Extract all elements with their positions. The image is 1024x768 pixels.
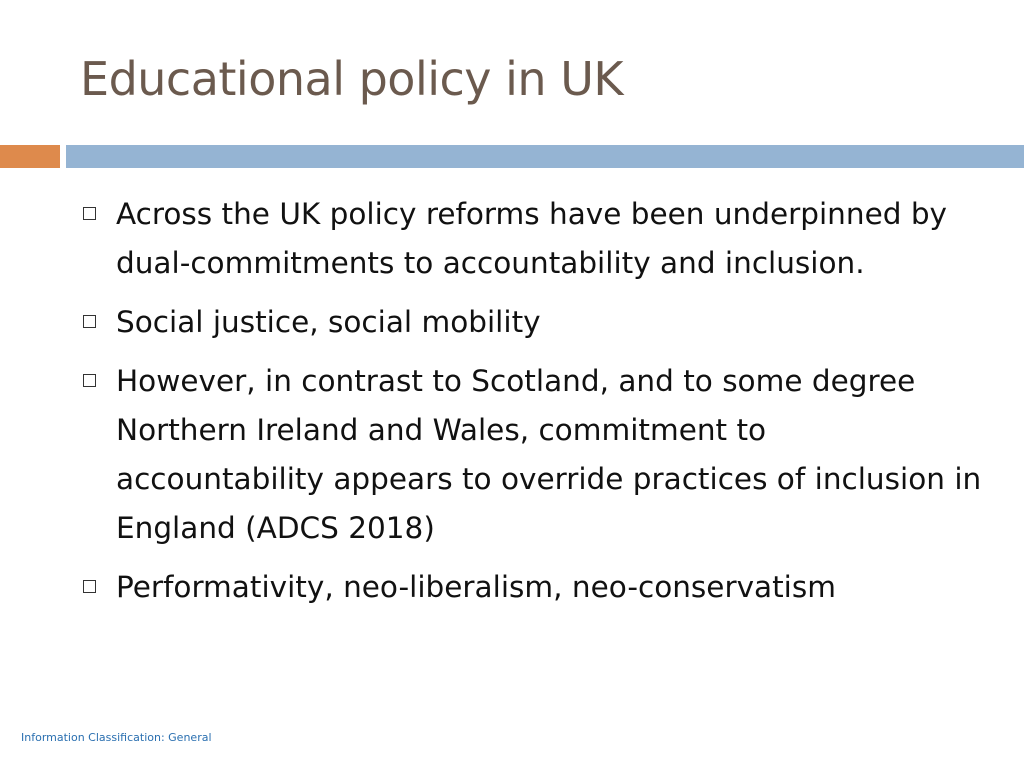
bullet-text: However, in contrast to Scotland, and to some degree Northern Ireland and Wales, commitment to accountability appears to override practices of inclusion in England (ADCS 2018) <box>116 364 982 545</box>
accent-bar-blue <box>66 145 1024 168</box>
slide-title: Educational policy in UK <box>80 52 624 106</box>
bullet-item <box>82 190 982 288</box>
bullet-list <box>82 190 982 622</box>
hollow-square-bullet-icon <box>83 374 96 387</box>
accent-bar-orange <box>0 145 60 168</box>
bullet-text: Performativity, neo-liberalism, neo-conservatism <box>116 570 836 604</box>
bullet-item <box>82 357 982 553</box>
bullet-text: Across the UK policy reforms have been underpinned by dual-commitments to accountability and inclusion. <box>116 197 948 280</box>
bullet-item <box>82 563 982 612</box>
bullet-text: Social justice, social mobility <box>116 305 541 339</box>
hollow-square-bullet-icon <box>83 315 96 328</box>
hollow-square-bullet-icon <box>83 580 96 593</box>
hollow-square-bullet-icon <box>83 207 96 220</box>
bullet-item <box>82 298 982 347</box>
information-classification-label: Information Classification: General <box>21 731 212 744</box>
